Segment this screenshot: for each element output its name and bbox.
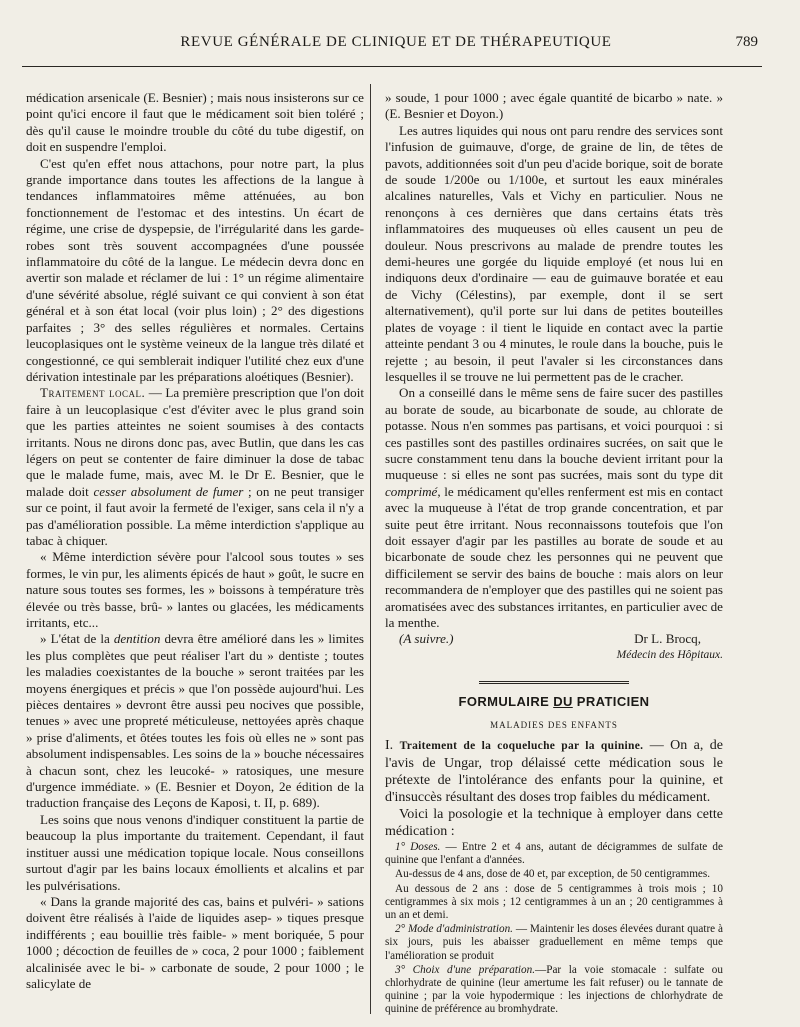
section-title-part: PRATICIEN xyxy=(572,694,650,710)
formulaire-section xyxy=(385,681,723,710)
administration-text: — Maintenir les doses élevées durant quatre à six jours, puis les abaisser graduellement en même temps que l'amélioration se produit xyxy=(385,923,723,962)
emphasis: dentition xyxy=(113,631,161,647)
signature-row xyxy=(385,631,723,647)
author-title: Médecin des Hôpitaux. xyxy=(616,648,723,661)
section-title xyxy=(459,694,650,710)
left-column xyxy=(26,90,364,992)
item-number: I. xyxy=(385,738,394,754)
dosage-paragraph: Au-dessus de 4 ans, dose de 40 et, par exception, de 50 centigrammes. xyxy=(395,868,711,881)
administration-paragraph xyxy=(385,923,723,963)
item-text: — On a, de l'avis de Ungar, trop délaissé cette médication sous le prétexte de l'intolérance des enfants pour la quinine, et d'insuccès résultant des doses trop faibles du médicament. xyxy=(385,738,723,806)
dosage-paragraph xyxy=(385,841,723,867)
paragraph: Les soins que nous venons d'indiquer constituent la partie de beaucoup la plus importante du traitement. Cependant, il faut instituer aussi une médication topique locale. Nous conseillons surtout d'agir par les bains locaux émollients et alcalins et par les pulvérisations. xyxy=(26,811,364,893)
section-title-part: DU xyxy=(553,694,573,710)
paragraph-text: , le médicament qu'elles renferment est mis en contact avec la muqueuse à l'état de trop grande concentration, et par suite peut être irritant. Nous reconnaissons toutefois que l'on doit essayer d'agir par les pastilles au borate de soude et au bicarbonate de soude chez les personnes qui ne peuvent que difficilement se servir des bains de bouche : mais alors on leur recommandera de n'employer que des pastilles qui ne soient pas aromatisées avec des substances irritantes, en particulier avec de la menthe. xyxy=(385,483,723,630)
quotation: « Même interdiction sévère pour l'alcool sous toutes » ses formes, le vin pur, les aliments épicés de haut » goût, le sucre en nature sous toutes ses formes, les » boissons à température très élevée ou très basse, brû- » lantes ou glacées, les médicaments irritants, etc... xyxy=(26,549,364,630)
administration-label: 2° Mode d'administration. xyxy=(395,923,513,936)
column-divider xyxy=(370,84,371,1014)
quotation xyxy=(26,631,364,811)
emphasis: comprimé xyxy=(385,483,438,499)
dosage-text: — Entre 2 et 4 ans, autant de décigrammes de sulfate de quinine que l'enfant a d'années. xyxy=(385,841,723,867)
header-rule xyxy=(22,66,762,67)
section-heading: Traitement local. xyxy=(40,385,146,401)
quotation: « Dans la grande majorité des cas, bains et pulvéri- » sations doivent être réalisés à l'aide de liquides asep- » tiques presque indifférents ; eau bouillie très faible- » ment boriquée, 5 pour 1000 ; décoction de feuilles de » coca, 2 pour 1000 ; faiblement alcalinisée avec le bi- » carbonate de soude, 2 pour 1000 ; le salicylate de xyxy=(26,893,364,991)
dosage-label: 1° Doses. xyxy=(395,841,441,854)
journal-title: REVUE GÉNÉRALE DE CLINIQUE ET DE THÉRAPEUTIQUE xyxy=(180,34,612,50)
preparation-label: 3° Choix d'une préparation. xyxy=(395,963,536,976)
item-title: Traitement de la coqueluche par la quinine. xyxy=(399,740,644,753)
paragraph: Les autres liquides qui nous ont paru rendre des services sont l'infusion de guimauve, d'orge, de graine de lin, de têtes de pavots, additionnées soit d'un peu d'acide borique, soit de borate de soude 1/200e ou 1/100e, et surtout les eaux minérales alcalines naturelles, Vals et Vichy en particulier. Nous ne renonçons à ces dernières que dans certains états très inflammatoires des muqueuses où elles causent un peu de douleur. Nous prescrivons au malade de prendre toutes les demi-heures une gorgée du liquide employé (et nous lui en indiquons deux d'ordinaire — eau de guimauve boratée et eau de Vichy (Célestins), par exemple, dont il se sert alternativement), qu'il porte sur lui dans de petites bouteilles plates de voyage : il tient le liquide en contact avec la partie atteinte pendant 3 ou 4 minutes, le roule dans la bouche, puis le rejette ; au besoin, il peut l'avaler si les circonstances dans lesquelles il se trouve ne lui permettent pas de le cracher. xyxy=(385,122,723,384)
page-header xyxy=(20,34,780,64)
double-rule xyxy=(479,681,629,684)
quotation-text: » L'état de la xyxy=(40,631,114,647)
paragraph-text: ; on ne peut transiger sur ce point, il faut avoir la fermeté de l'exiger, sans cela il n'y a pas d'amélioration possible. La même interdiction s'applique au tabac à chiquer. xyxy=(26,483,364,548)
paragraph-traitement-local xyxy=(26,385,364,549)
right-column xyxy=(385,90,723,1018)
to-be-continued: (A suivre.) xyxy=(399,631,454,647)
preparation-paragraph xyxy=(385,964,723,1017)
subsection-title: MALADIES DES ENFANTS xyxy=(490,719,618,730)
dosage-paragraph: Au dessous de 2 ans : dose de 5 centigrammes à trois mois ; 10 centigrammes à six mois ; 12 centigrammes à un an ; 20 centigrammes à un an et demi. xyxy=(385,882,723,922)
quotation: » soude, 1 pour 1000 ; avec égale quantité de bicarbo » nate. » (E. Besnier et Doyon.) xyxy=(385,90,723,122)
page-number: 789 xyxy=(735,34,758,50)
paragraph-text: — La première prescription que l'on doit faire à un leucoplasique c'est d'éviter avec le plus grand soin que les parties atteintes ne soient soumises à des contacts irritants. Nous ne dirons donc pas, avec Butlin, que dans les cas légers on peut se contenter de faire diminuer la dose de tabac que le malade fume, mais, avec M. le Dr E. Besnier, que le malade doit xyxy=(26,385,364,499)
paragraph: C'est qu'en effet nous attachons, pour notre part, la plus grande importance dans toutes les affections de la langue à tendances inflammatoires même atténuées, au bon fonctionnement de l'estomac et des intestins. Un écart de régime, une crise de dyspepsie, de l'irrégularité dans les garde-robes sont très souvent accompagnées d'une poussée inflammatoire du côté de la langue. Le médecin devra donc en avertir son malade et réclamer de lui : 1° un régime alimentaire d'une sévérité absolue, réglé suivant ce qui convient à son état général et à son état local (voir plus loin) ; 2° des digestions parfaites ; 3° des selles régulières et normales. Certains leucoplasiques ont le système veineux de la langue très dilaté et congestionné, ce qui semblerait indiquer l'utilité chez eux d'une dérivation intestinale par les préparations aloétiques (Besnier). xyxy=(26,155,364,384)
quotation-text: devra être amélioré dans les » limites les plus complètes que peut réaliser l'art du » dentiste ; toutes les maladies coexistantes de la bouche » seront traitées par les moyens énergiques et précis » que l'on possède aujourd'hui. Les pièces dentaires » devront être aussi peu nocives que possible, tenues » avec une propreté méticuleuse, nettoyées après chaque » prise d'aliments, et ôtées toutes les fois où elles ne » sont pas absolument indispensables. Les soins de la » bouche nécessaires à chacun sont, chez les leucoké- » ratosiques, une mesure d'urgence immédiate. » (E. Besnier et Doyon, 2e édition de la traduction française des Leçons de Kaposi, t. II, p. 689). xyxy=(26,631,364,811)
formula-item xyxy=(385,737,723,806)
paragraph: médication arsenicale (E. Besnier) ; mais nous insisterons sur ce point qu'ici encore il faut que le médicament soit bien toléré ; dès qu'il cause le moindre trouble du côté du tube digestif, on doit en suspendre l'emploi. xyxy=(26,90,364,155)
paragraph: Voici la posologie et la technique à employer dans cette médication : xyxy=(385,807,723,840)
emphasis: cesser absolument de fumer xyxy=(93,483,244,499)
preparation-text: —Par la voie stomacale : sulfate ou chlorhydrate de quinine (leur amertume les fait refuser) ou le tannate de quinine ; par la voie hypodermique : les injections de chlorhydrate de quinine de préférence au bromhydrate. xyxy=(385,963,723,1016)
paragraph-text: On a conseillé dans le même sens de faire sucer des pastilles au borate de soude, au bicarbonate de soude, au chlorate de potasse. Nous n'en sommes pas partisans, et voici pourquoi : si ces pastilles sont des pastilles ordinaires sucrées, on sait que le sucre constamment tenu dans la bouche devient irritant pour la muqueuse : si elles ne sont pas sucrées, mais sont du type dit xyxy=(385,385,723,483)
paragraph xyxy=(385,385,723,631)
section-title-part: FORMULAIRE xyxy=(458,694,554,710)
author-name: Dr L. Brocq, xyxy=(634,631,701,647)
